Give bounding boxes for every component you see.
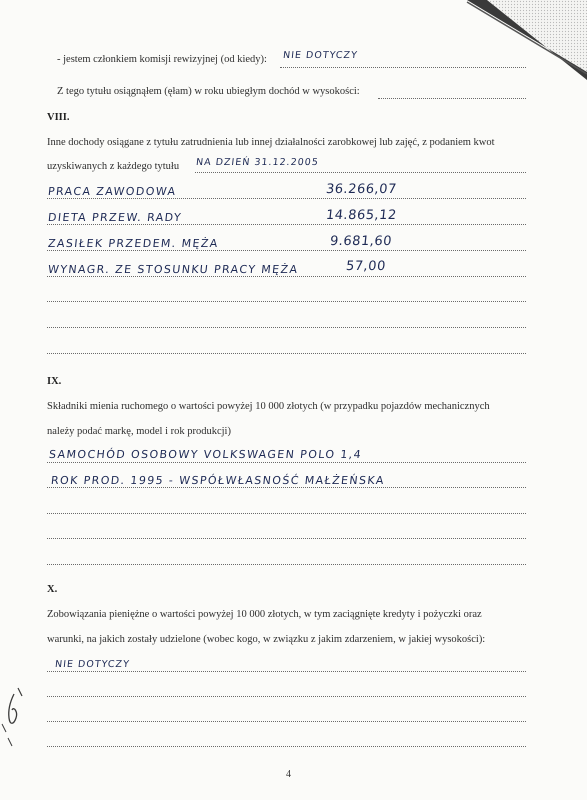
section-9-heading: IX. xyxy=(47,376,62,387)
section-9-dotted-line-2 xyxy=(47,487,526,488)
income-label: Z tego tytułu osiągnąłem (ęłam) w roku ubiegłym dochód w wysokości: xyxy=(57,86,360,97)
asset-entry: SAMOCHÓD OSOBOWY VOLKSWAGEN POLO 1,4 xyxy=(48,448,363,461)
section-8-dotted-line-3 xyxy=(47,250,526,251)
page-number: 4 xyxy=(286,769,291,780)
section-9-dotted-line-4 xyxy=(47,538,526,539)
income-row-label: PRACA ZAWODOWA xyxy=(47,185,178,198)
liabilities-entry: NIE DOTYCZY xyxy=(54,659,131,670)
income-row-amount: 9.681,60 xyxy=(329,234,393,249)
member-value: NIE DOTYCZY xyxy=(282,50,359,61)
margin-initials-mark xyxy=(0,680,30,750)
section-10-heading: X. xyxy=(47,584,58,595)
section-9-dotted-line-5 xyxy=(47,564,526,565)
section-9-dotted-line-1 xyxy=(47,462,526,463)
section-10-text-line2: warunki, na jakich zostały udzielone (wobec kogo, w związku z jakim zdarzeniem, w jakiej wysokości): xyxy=(47,634,486,645)
section-10-dotted-line-4 xyxy=(47,746,526,747)
income-row-amount: 14.865,12 xyxy=(325,208,398,223)
income-dotted-line xyxy=(378,98,526,99)
section-10-dotted-line-2 xyxy=(47,696,526,697)
section-10-text-line1: Zobowiązania pieniężne o wartości powyżej 10 000 złotych, w tym zaciągnięte kredyty i pożyczki oraz xyxy=(47,609,482,620)
section-9-text-line1: Składniki mienia ruchomego o wartości powyżej 10 000 złotych (w przypadku pojazdów mechanicznych xyxy=(47,401,490,412)
section-8-heading: VIII. xyxy=(47,112,70,123)
section-10-dotted-line-1 xyxy=(47,671,526,672)
section-8-dotted-line-0 xyxy=(195,172,526,173)
section-8-dotted-line-7 xyxy=(47,353,526,354)
section-8-dotted-line-2 xyxy=(47,224,526,225)
section-8-text-line1: Inne dochody osiągane z tytułu zatrudnienia lub innej działalności zarobkowej lub zajęć, z podaniem kwot xyxy=(47,137,495,148)
income-row-label: ZASIŁEK PRZEDEM. MĘŻA xyxy=(47,237,220,250)
section-10-dotted-line-3 xyxy=(47,721,526,722)
income-row-label: WYNAGR. ZE STOSUNKU PRACY MĘŻA xyxy=(47,263,300,276)
folded-corner xyxy=(447,0,587,80)
section-8-date-note: NA DZIEŃ 31.12.2005 xyxy=(195,157,320,168)
section-8-text-line2: uzyskiwanych z każdego tytułu xyxy=(47,161,180,172)
section-8-dotted-line-6 xyxy=(47,327,526,328)
member-dotted-line xyxy=(280,67,526,68)
section-8-dotted-line-1 xyxy=(47,198,526,199)
section-9-dotted-line-3 xyxy=(47,513,526,514)
section-8-dotted-line-5 xyxy=(47,301,526,302)
section-9-text-line2: należy podać markę, model i rok produkcji) xyxy=(47,426,231,437)
income-row-label: DIETA PRZEW. RADY xyxy=(47,211,183,224)
member-label: - jestem członkiem komisji rewizyjnej (od kiedy): xyxy=(57,54,267,65)
section-8-dotted-line-4 xyxy=(47,276,526,277)
asset-entry: ROK PROD. 1995 - WSPÓŁWŁASNOŚĆ MAŁŻEŃSKA xyxy=(50,474,386,487)
income-row-amount: 57,00 xyxy=(345,259,387,274)
income-row-amount: 36.266,07 xyxy=(325,182,398,197)
